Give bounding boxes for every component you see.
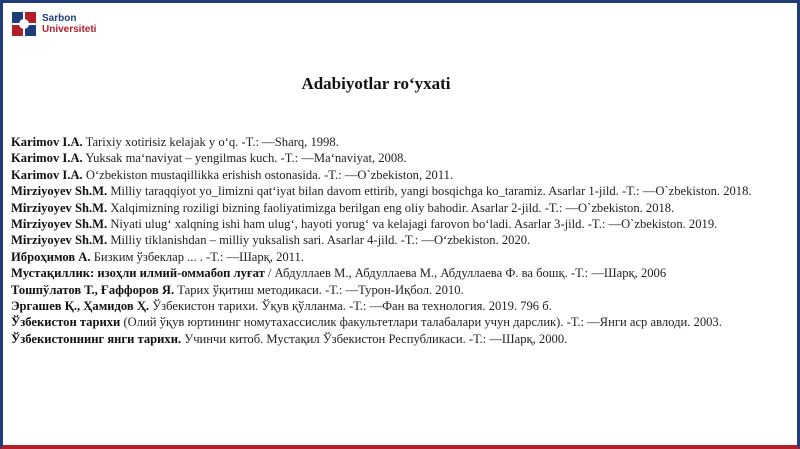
reference-author: Mirziyoyev Sh.M. <box>11 217 108 232</box>
reference-author: Mirziyoyev Sh.M. <box>11 184 108 199</box>
reference-item <box>11 314 781 330</box>
reference-author: Мустақиллик: изоҳли илмий-оммабоп луғат <box>11 266 265 281</box>
reference-item <box>11 331 781 347</box>
reference-author: Karimov I.A. <box>11 151 83 166</box>
reference-text: Бизким ўзбеклар ... . -Т.: ―Шарқ, 2011. <box>90 249 304 264</box>
reference-item <box>11 298 781 314</box>
university-logo <box>12 12 96 36</box>
reference-item <box>11 282 781 298</box>
reference-text: (Олий ўқув юртининг номутахассислик факультетлари талабалари учун дарслик). -Т.: ―Янги аср авлоди. 2003. <box>120 315 722 330</box>
reference-author: Эргашев Қ., Ҳамидов Ҳ. <box>11 299 150 314</box>
reference-text: Milliy taraqqiyot yo_limizni qatʻiyat bilan davom ettirib, yangi bosqichga ko_taramiz. Asarlar 1-jild. -T.: ―O`zbekiston. 2018. <box>107 184 752 199</box>
reference-author: Mirziyoyev Sh.M. <box>11 200 108 215</box>
logo-name-line2: Universiteti <box>42 24 97 35</box>
reference-text: / Абдуллаев М., Абдуллаева М., Абдуллаева Ф. ва бошқ. -Т.: ―Шарқ, 2006 <box>264 266 667 281</box>
reference-text: Тарих ўқитиш методикаси. -Т.: ―Турон-Иқбол. 2010. <box>174 282 464 297</box>
reference-author: Mirziyoyev Sh.M. <box>11 233 108 248</box>
reference-list <box>11 134 781 347</box>
reference-text: Oʻzbekiston mustaqillikka erishish ostonasida. -T.: ―O`zbekiston, 2011. <box>82 167 454 182</box>
page-title: Adabiyotlar ro‘yxati <box>301 74 451 93</box>
reference-text: Tarixiy xotirisiz kelajak y oʻq. -T.: ―Sharq, 1998. <box>82 135 339 149</box>
logo-emblem-icon <box>12 12 36 36</box>
logo-name-line1: Sarbon <box>42 13 77 24</box>
reference-text: Niyati ulug‘ xalqning ishi ham ulug‘, hayoti yorug‘ va kelajagi farovon bo‘ladi. Asarlar 3-jild. -T.: ―O`zbekiston. 2019. <box>107 217 718 232</box>
reference-author: Ўзбекистоннинг янги тарихи. <box>11 331 182 346</box>
reference-text: Xalqimizning roziligi bizning faoliyatimizga berilgan eng oliy bahodir. Asarlar 2-jild. -T.: ―O`zbekiston. 2018. <box>107 200 675 215</box>
reference-item <box>11 150 781 166</box>
reference-item <box>11 167 781 183</box>
reference-author: Karimov I.A. <box>11 135 83 149</box>
reference-author: Тошпўлатов Т., Ғаффоров Я. <box>11 282 175 297</box>
reference-text: Учинчи китоб. Мустақил Ўзбекистон Республикаси. -Т.: ―Шарқ, 2000. <box>181 331 568 346</box>
reference-author: Karimov I.A. <box>11 167 83 182</box>
reference-author: Иброҳимов А. <box>11 249 91 264</box>
reference-item <box>11 249 781 265</box>
reference-item <box>11 216 781 232</box>
reference-author: Ўзбекистон тарихи <box>11 315 121 330</box>
reference-text: Ўзбекистон тарихи. Ўқув қўлланма. -Т.: ―Фан ва технология. 2019. 796 б. <box>149 299 552 314</box>
reference-item <box>11 265 781 281</box>
reference-item <box>11 134 781 150</box>
reference-text: Milliy tiklanishdan – milliy yuksalish sari. Asarlar 4-jild. -T.: ―Oʻzbekiston. 2020. <box>107 233 531 248</box>
reference-item <box>11 232 781 248</box>
reference-item <box>11 183 781 199</box>
reference-text: Yuksak maʻnaviyat – yengilmas kuch. -T.: ―Maʻnaviyat, 2008. <box>82 151 407 166</box>
reference-item <box>11 200 781 216</box>
